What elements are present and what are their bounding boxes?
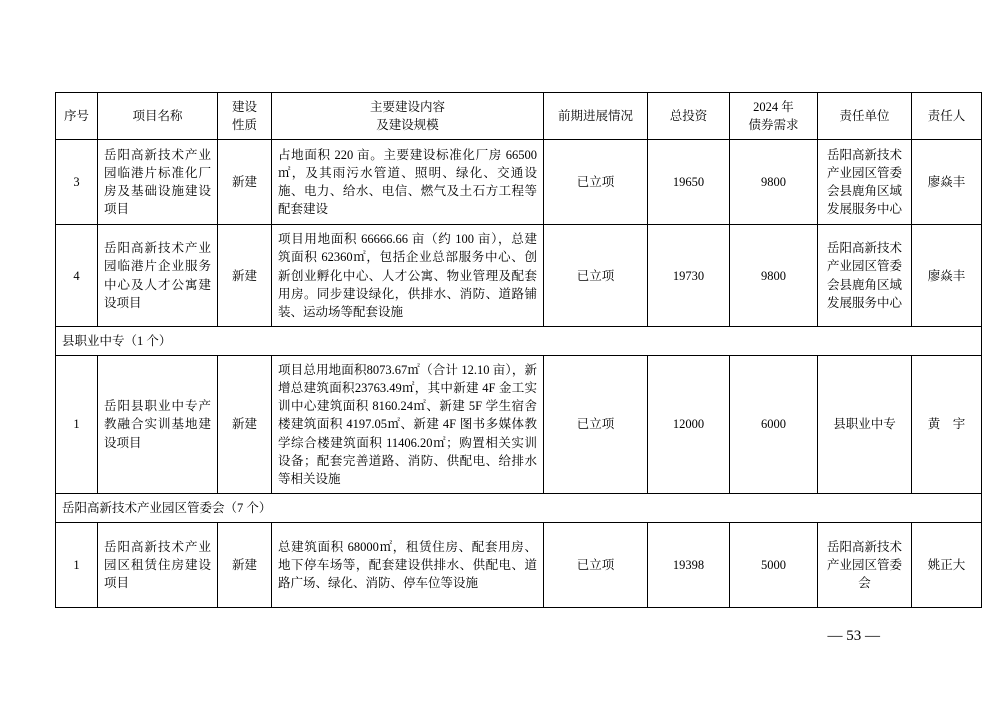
cell-content: 总建筑面积 68000㎡，租赁住房、配套用房、地下停车场等，配套建设供排水、供配电、道路广场、绿化、消防、停车位等设施 <box>272 523 544 608</box>
section-title: 岳阳高新技术产业园区管委会（7 个） <box>56 493 982 522</box>
section-title: 县职业中专（1 个） <box>56 326 982 355</box>
project-table <box>55 92 982 608</box>
cell-resp-person: 廖焱丰 <box>912 225 982 327</box>
cell-progress: 已立项 <box>544 225 648 327</box>
page-number: — 53 — <box>827 628 880 644</box>
section-header-row <box>56 326 982 355</box>
section-header-row <box>56 493 982 522</box>
table-row <box>56 225 982 327</box>
cell-nature: 新建 <box>218 356 272 494</box>
table-header-row <box>56 93 982 140</box>
cell-total-investment: 19398 <box>648 523 730 608</box>
table-row <box>56 140 982 225</box>
cell-resp-unit: 岳阳高新技术产业园区管委会县鹿角区域发展服务中心 <box>818 225 912 327</box>
cell-project-name: 岳阳县职业中专产教融合实训基地建设项目 <box>98 356 218 494</box>
header-project-name: 项目名称 <box>98 93 218 140</box>
table-row <box>56 356 982 494</box>
cell-project-name: 岳阳高新技术产业园临港片企业服务中心及人才公寓建设项目 <box>98 225 218 327</box>
cell-content: 占地面积 220 亩。主要建设标准化厂房 66500 ㎡，及其雨污水管道、照明、绿化、交通设施、电力、给水、电信、燃气及土石方工程等配套建设 <box>272 140 544 225</box>
cell-resp-person: 黄 宇 <box>912 356 982 494</box>
cell-nature: 新建 <box>218 225 272 327</box>
header-bond <box>730 93 818 140</box>
header-nature-line2: 性质 <box>231 118 257 133</box>
header-seq: 序号 <box>56 93 98 140</box>
cell-seq: 3 <box>56 140 98 225</box>
cell-seq: 1 <box>56 523 98 608</box>
header-nature <box>218 93 272 140</box>
cell-resp-person: 廖焱丰 <box>912 140 982 225</box>
cell-seq: 1 <box>56 356 98 494</box>
cell-total-investment: 12000 <box>648 356 730 494</box>
header-content-line2: 及建设规模 <box>376 118 439 133</box>
cell-nature: 新建 <box>218 140 272 225</box>
header-content-line1: 主要建设内容 <box>369 100 445 114</box>
header-resp-person: 责任人 <box>912 93 982 140</box>
cell-bond: 5000 <box>730 523 818 608</box>
cell-total-investment: 19730 <box>648 225 730 327</box>
cell-progress: 已立项 <box>544 140 648 225</box>
cell-bond: 6000 <box>730 356 818 494</box>
cell-resp-unit: 县职业中专 <box>818 356 912 494</box>
header-progress: 前期进展情况 <box>544 93 648 140</box>
header-bond-line2: 债券需求 <box>748 118 799 133</box>
cell-bond: 9800 <box>730 140 818 225</box>
header-content <box>272 93 544 140</box>
cell-bond: 9800 <box>730 225 818 327</box>
cell-progress: 已立项 <box>544 523 648 608</box>
table-row <box>56 523 982 608</box>
cell-project-name: 岳阳高新技术产业园区租赁住房建设项目 <box>98 523 218 608</box>
header-total-investment: 总投资 <box>648 93 730 140</box>
cell-seq: 4 <box>56 225 98 327</box>
cell-resp-person: 姚正大 <box>912 523 982 608</box>
cell-content: 项目用地面积 66666.66 亩（约 100 亩），总建筑面积 62360㎡，包括企业总部服务中心、创新创业孵化中心、人才公寓、物业管理及配套用房。同步建设绿化，供排水、消防、道路铺装、运动场等配套设施 <box>272 225 544 327</box>
cell-resp-unit: 岳阳高新技术产业园区管委会 <box>818 523 912 608</box>
table-container <box>55 92 966 608</box>
header-nature-line1: 建设 <box>231 100 257 114</box>
header-bond-line1: 2024 年 <box>753 100 794 114</box>
cell-progress: 已立项 <box>544 356 648 494</box>
cell-resp-unit: 岳阳高新技术产业园区管委会县鹿角区域发展服务中心 <box>818 140 912 225</box>
cell-total-investment: 19650 <box>648 140 730 225</box>
cell-project-name: 岳阳高新技术产业园临港片标准化厂房及基础设施建设项目 <box>98 140 218 225</box>
cell-content: 项目总用地面积8073.67㎡（合计 12.10 亩），新增总建筑面积23763.49㎡，其中新建 4F 金工实训中心建筑面积 8160.24㎡、新建 5F 学生宿舍楼建筑面积 4197.05㎡、新建 4F 图书多媒体教学综合楼建筑面积 11406.20㎡；购置相关实训设备；配套完善道路、消防、供配电、给排水等相关设施 <box>272 356 544 494</box>
header-resp-unit: 责任单位 <box>818 93 912 140</box>
cell-nature: 新建 <box>218 523 272 608</box>
